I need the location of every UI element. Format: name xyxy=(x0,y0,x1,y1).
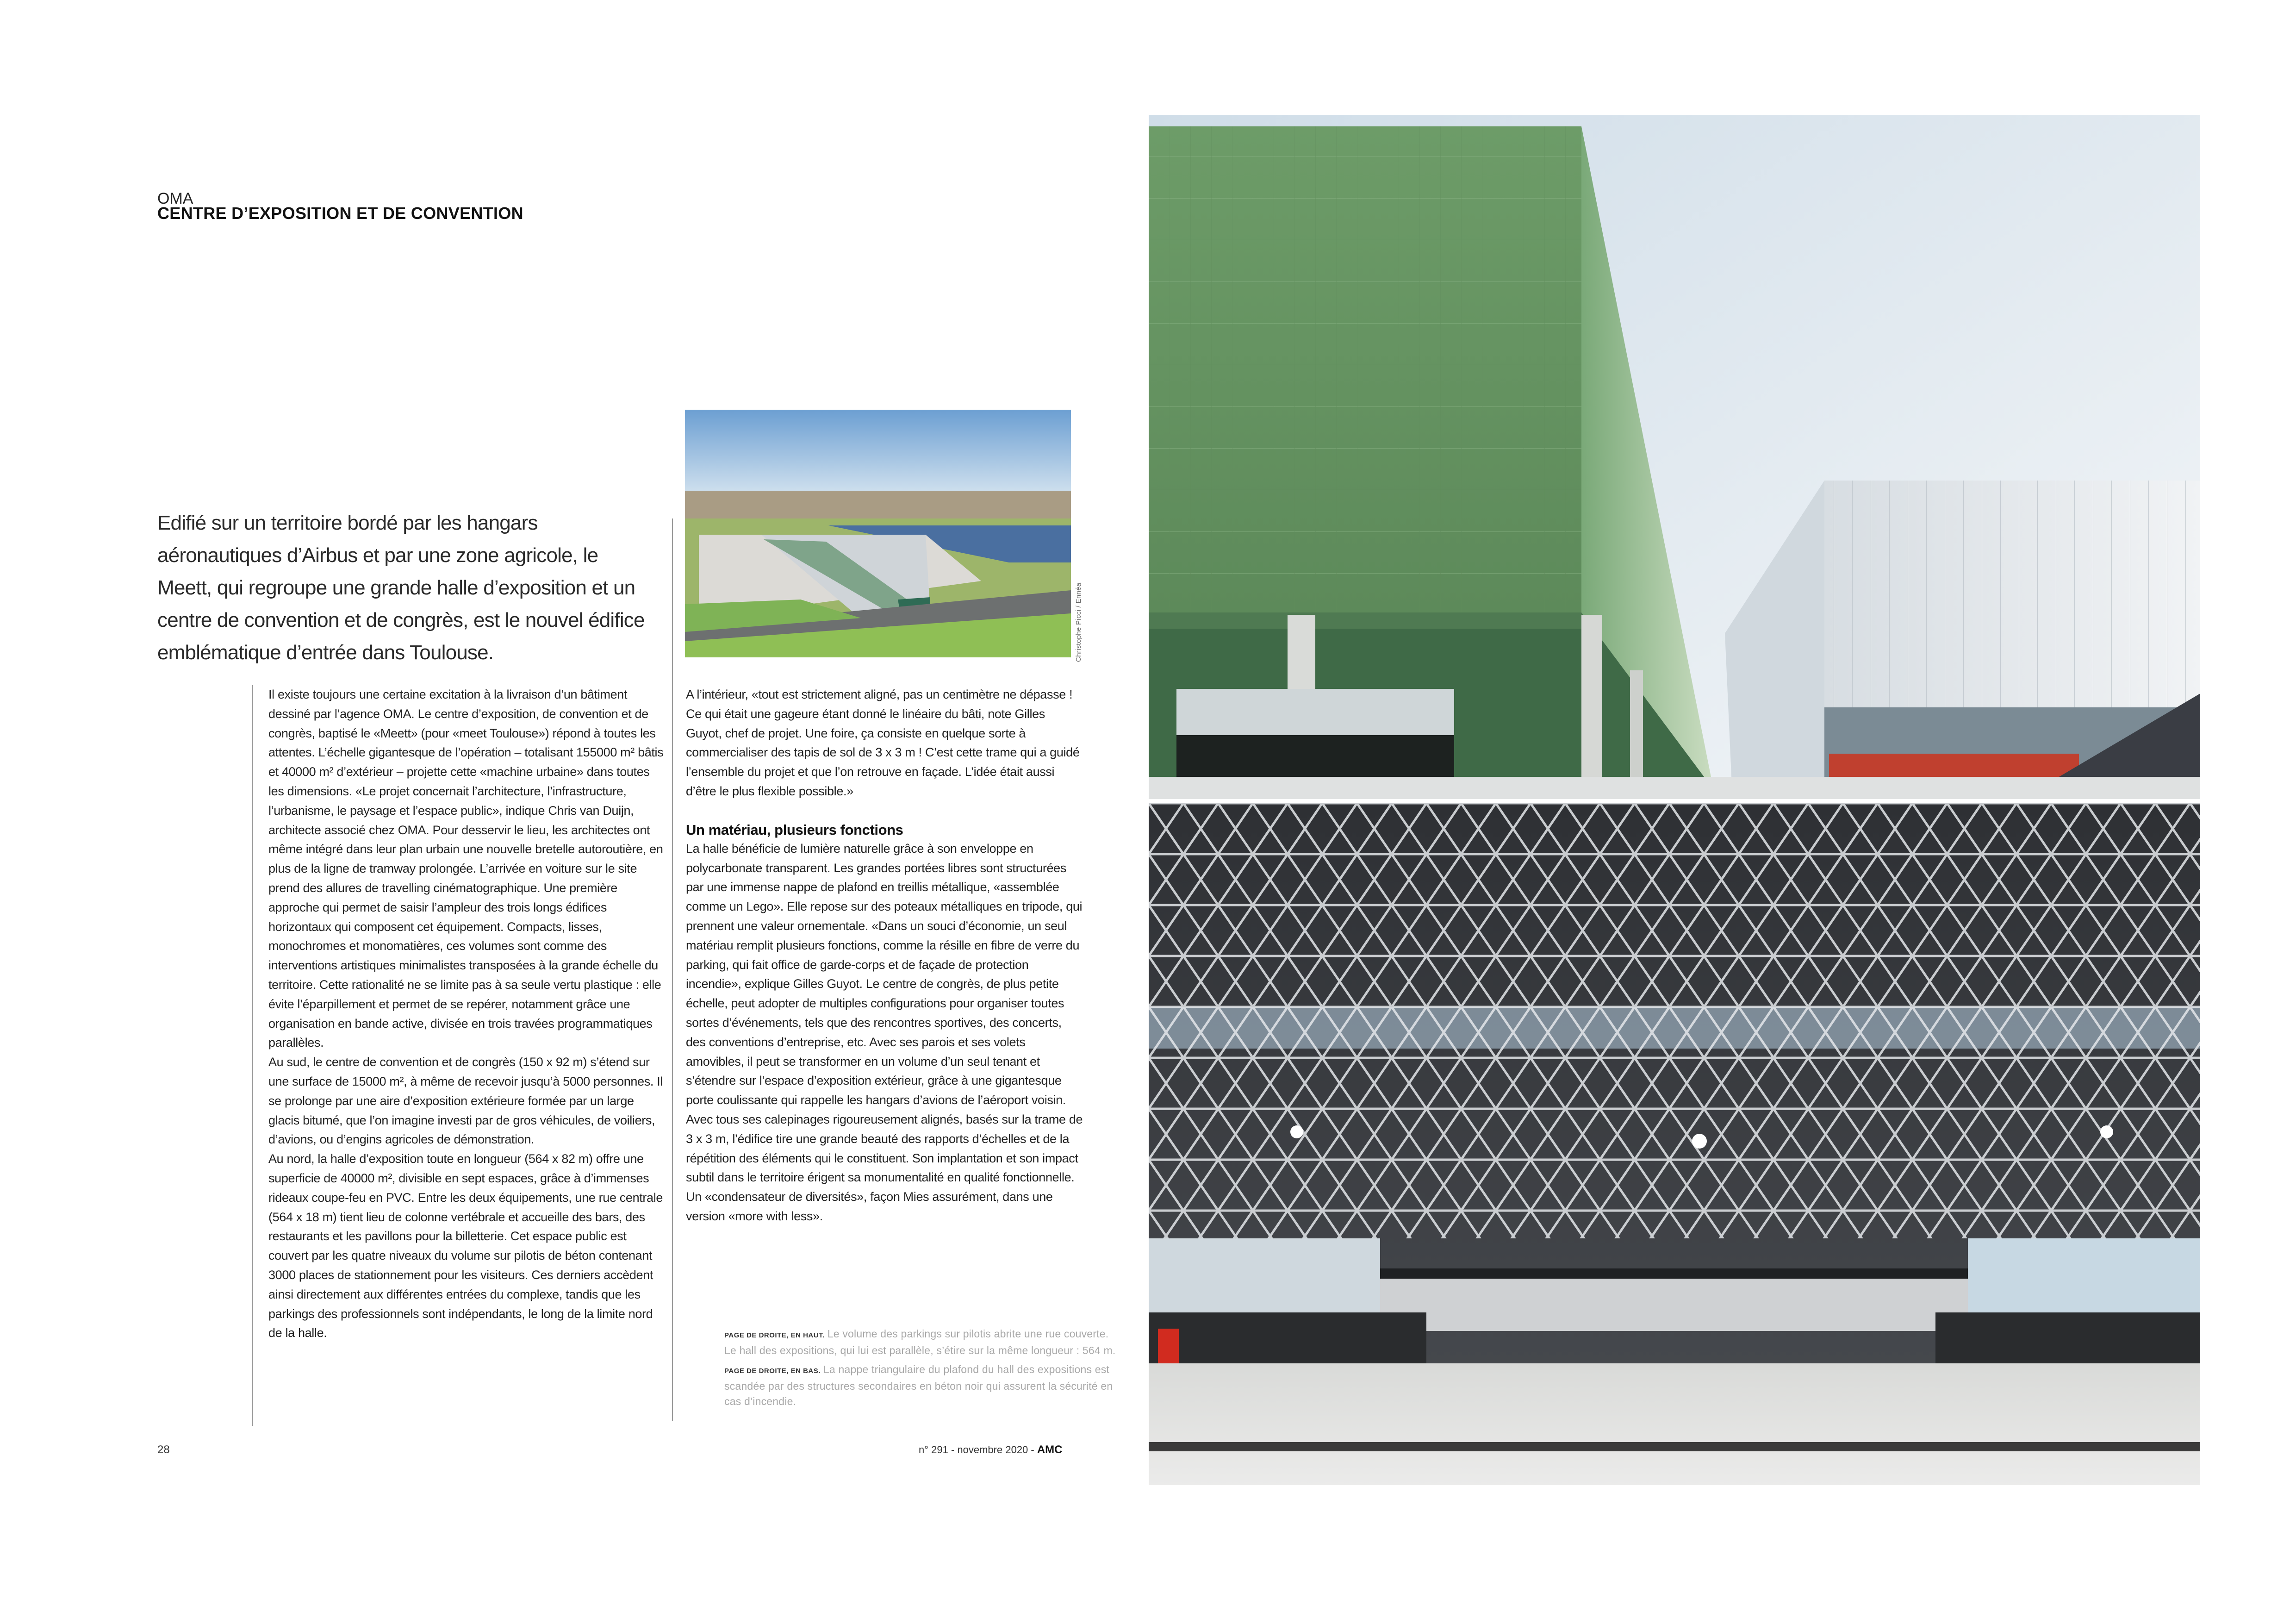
photo-credit: Christophe Picci / Ennéa xyxy=(1075,582,1083,662)
aerial-photo xyxy=(685,410,1071,657)
photo-captions xyxy=(724,1326,1122,1413)
issue-info: n° 291 - novembre 2020 - xyxy=(919,1444,1037,1455)
page-number: 28 xyxy=(157,1443,170,1456)
article-title: CENTRE D’EXPOSITION ET DE CONVENTION xyxy=(157,204,523,223)
exterior-street-photo xyxy=(1149,115,2200,799)
body-paragraph: Au sud, le centre de convention et de congrès (150 x 92 m) s’étend sur une surface de 15000 m², à même de recevoir jusqu’à 5000 personnes. Il se prolonge par une aire d’exposition extérieure formée par un large glacis bitumé, que l’on imagine investi par de gros véhicules, de voiliers, d’avions, ou d’engins agricoles de démonstration. xyxy=(268,1055,663,1147)
body-paragraph: Il existe toujours une certaine excitation à la livraison d’un bâtiment dessiné par l’agence OMA. Le centre d’exposition, de convention et de congrès, baptisé le «Meett» (pour «meet Toulouse») répond à toutes les attentes. L’échelle gigantesque de l’opération – totalisant 155000 m² bâtis et 40000 m² d’extérieur – projette cette «machine urbaine» dans toutes les dimensions. «Le projet concernait l’architecture, l’infrastructure, l’urbanisme, le paysage et l’espace public», indique Chris van Duijn, architecte associé chez OMA. Pour desservir le lieu, les architectes ont même intégré dans leur plan urbain une nouvelle bretelle autoroutière, en plus de la ligne de tramway prolongée. L’arrivée en voiture sur le site prend des allures de travelling cinématographique. Une première approche qui permet de saisir l’ampleur des trois longs édifices horizontaux qui composent cet équipement. Compacts, lisses, monochromes et monomatières, ces volumes sont comme des interventions artistiques minimalistes transposées à la grande échelle du territoire. Cette rationalité ne se limite pas à sa seule vertu plastique : elle évite l’éparpillement et permet de se repérer, notamment grâce une organisation en bande active, divisée en trois travées programmatiques parallèles. xyxy=(268,687,664,1050)
caption-text: Le volume des parkings sur pilotis abrite une rue couverte. Le hall des expositions, qui lui est parallèle, s’étire sur la même longueur : 564 m. xyxy=(724,1328,1116,1356)
issue-line xyxy=(919,1443,1063,1456)
body-paragraph: A l’intérieur, «tout est strictement aligné, pas un centimètre ne dépasse ! Ce qui était une gageure étant donné le linéaire du bâti, note Gilles Guyot, chef de projet. Une foire, ça consiste en quelque sorte à commercialiser des tapis de sol de 3 x 3 m ! C’est cette trame qui a guidé l’ensemble du projet et que l’on retrouve en façade. L’idée était aussi d’être le plus flexible possible.» xyxy=(686,687,1080,798)
magazine-name: AMC xyxy=(1037,1443,1063,1456)
section-subheading: Un matériau, plusieurs fonctions xyxy=(686,821,903,838)
exhibition-hall-interior-photo xyxy=(1149,803,2200,1485)
body-column-1 xyxy=(268,685,666,1343)
body-paragraph: La halle bénéficie de lumière naturelle grâce à son enveloppe en polycarbonate transparent. Les grandes portées libres sont structurées par une immense nappe de plafond en treillis métallique, «assemblée comme un Lego». Elle repose sur des poteaux métalliques en tripode, qui prennent une valeur ornementale. «Dans un souci d’économie, un seul matériau remplit plusieurs fonctions, comme la résille en fibre de verre du parking, qui fait office de garde-corps et de façade de protection incendie», explique Gilles Guyot. Le centre de congrès, de plus petite échelle, peut adopter de multiples configurations pour organiser toutes sortes d’événements, tels que des rencontres sportives, des concerts, des conventions d’entreprise, etc. Avec ses parois et ses volets amovibles, il peut se transformer en un volume d’un seul tenant et s’étendre sur l’espace d’exposition extérieur, grâce à une gigantesque porte coulissante qui rappelle les hangars d’avions de l’aéroport voisin. Avec tous ses calepinages rigoureusement alignés, basés sur la trame de 3 x 3 m, l’édifice tire une grande beauté des rapports d’échelles et de la répétition des éléments qui le constituent. Son implantation et son impact subtil dans le territoire érigent sa monumentalité en qualité fonctionnelle. Un «condensateur de diversités», façon Mies assurément, dans une version «more with less». xyxy=(686,841,1083,1223)
column-divider xyxy=(672,518,673,1421)
caption-top xyxy=(724,1326,1122,1358)
article-kicker: OMA xyxy=(157,190,193,207)
caption-label: PAGE DE DROITE, EN BAS. xyxy=(724,1367,821,1375)
body-paragraph: Au nord, la halle d’exposition toute en longueur (564 x 82 m) offre une superficie de 40000 m², divisible en sept espaces, grâce à d’immenses rideaux coupe-feu en PVC. Entre les deux équipements, une rue centrale (564 x 18 m) tient lieu de colonne vertébrale et accueille des bars, des restaurants et les pavillons pour la billetterie. Cet espace public est couvert par les quatre niveaux du volume sur pilotis de béton contenant 3000 places de stationnement pour les visiteurs. Ces derniers accèdent ainsi directement aux différentes entrées du complexe, tandis que les parkings des professionnels sont indépendants, le long de la limite nord de la halle. xyxy=(268,1152,663,1340)
column-divider xyxy=(252,685,253,1426)
caption-text: La nappe triangulaire du plafond du hall des expositions est scandée par des structures secondaires en béton noir qui assurent la sécurité en cas d’incendie. xyxy=(724,1363,1113,1407)
caption-bottom xyxy=(724,1362,1122,1409)
lead-paragraph: Edifié sur un territoire bordé par les hangars aéronautiques d’Airbus et par une zone agricole, le Meett, qui regroupe une grande halle d’exposition et un centre de convention et de congrès, est le nouvel édifice emblématique d’entrée dans Toulouse. xyxy=(157,512,645,664)
body-column-2 xyxy=(686,685,1084,1226)
caption-label: PAGE DE DROITE, EN HAUT. xyxy=(724,1331,825,1339)
